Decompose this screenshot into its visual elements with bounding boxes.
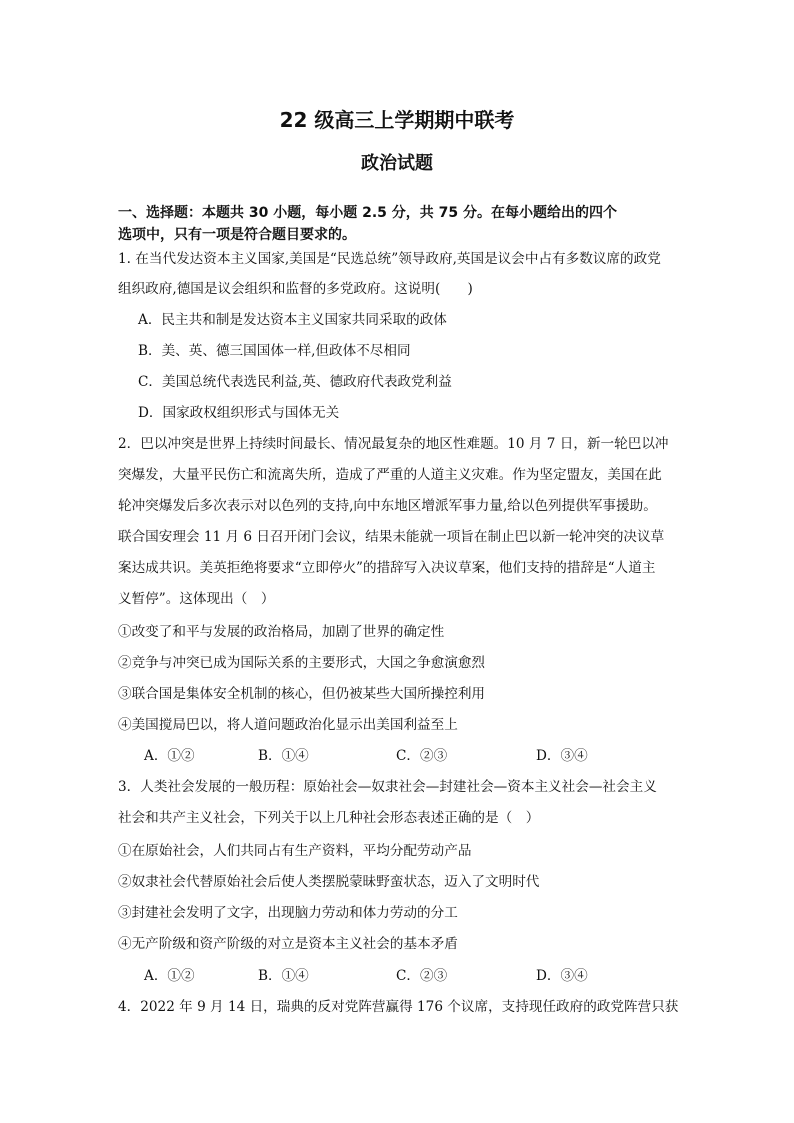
- q1-option-d: D．国家政权组织形式与国体无关: [138, 405, 340, 421]
- q3-choice-d: D．③④: [536, 968, 588, 984]
- q2-statement-3: ③联合国是集体安全机制的核心，但仍被某些大国所操控利用: [118, 686, 486, 702]
- q2-stem-line-3: 轮冲突爆发后多次表示对以色列的支持,向中东地区增派军事力量,给以色列提供军事援助。: [118, 498, 657, 514]
- section-heading-line-1: 一、选择题：本题共 30 小题，每小题 2.5 分，共 75 分。在每小题给出的四个: [118, 205, 618, 221]
- exam-subject: 政治试题: [361, 153, 433, 174]
- q2-choice-a: A．①②: [144, 748, 195, 764]
- q1-stem-line-2: 组织政府,德国是议会组织和监督的多党政府。这说明( ): [118, 281, 473, 297]
- q2-stem-line-2: 突爆发，大量平民伤亡和流离失所，造成了严重的人道主义灾难。作为坚定盟友，美国在此: [118, 467, 662, 483]
- q3-choice-c: C．②③: [396, 968, 448, 984]
- q4-stem-line-1: 4．2022 年 9 月 14 日，瑞典的反对党阵营赢得 176 个议席，支持现任政府的政党阵营只获: [118, 999, 679, 1015]
- q2-statement-1: ①改变了和平与发展的政治格局，加剧了世界的确定性: [118, 624, 445, 640]
- q2-stem-line-1: 2．巴以冲突是世界上持续时间最长、情况最复杂的地区性难题。10 月 7 日，新一轮巴以冲: [118, 436, 669, 452]
- q3-choices: [144, 966, 704, 986]
- q3-stem-line-2: 社会和共产主义社会，下列关于以上几种社会形态表述正确的是（ ）: [118, 810, 540, 826]
- q1-option-c: C．美国总统代表选民利益,英、德政府代表政党利益: [138, 374, 452, 390]
- q2-stem-line-4: 联合国安理会 11 月 6 日召开闭门会议，结果未能就一项旨在制止巴以新一轮冲突的决议草: [118, 529, 665, 545]
- q2-stem-line-6: 义暂停”。这体现出（ ）: [118, 591, 275, 607]
- q1-stem-line-1: 1. 在当代发达资本主义国家,美国是“民选总统”领导政府,英国是议会中占有多数议席的政党: [118, 251, 661, 267]
- q2-statement-2: ②竞争与冲突已成为国际关系的主要形式，大国之争愈演愈烈: [118, 655, 486, 671]
- q2-choice-b: B．①④: [258, 748, 309, 764]
- q1-option-a: A．民主共和制是发达资本主义国家共同采取的政体: [138, 312, 447, 328]
- q3-statement-3: ③封建社会发明了文字，出现脑力劳动和体力劳动的分工: [118, 905, 458, 921]
- q3-stem-line-1: 3．人类社会发展的一般历程：原始社会—奴隶社会—封建社会—资本主义社会—社会主义: [118, 779, 657, 795]
- q3-choice-a: A．①②: [144, 968, 195, 984]
- q2-choice-c: C．②③: [396, 748, 448, 764]
- q2-choices: [144, 746, 704, 766]
- section-heading-line-2: 选项中，只有一项是符合题目要求的。: [118, 227, 356, 243]
- q3-choice-b: B．①④: [258, 968, 309, 984]
- q1-option-b: B．美、英、德三国国体一样,但政体不尽相同: [138, 343, 411, 359]
- q2-choice-d: D．③④: [536, 748, 588, 764]
- q3-statement-1: ①在原始社会，人们共同占有生产资料，平均分配劳动产品: [118, 843, 472, 859]
- exam-title: 22 级高三上学期期中联考: [279, 108, 515, 132]
- q2-statement-4: ④美国搅局巴以，将人道问题政治化显示出美国利益至上: [118, 717, 458, 733]
- q3-statement-4: ④无产阶级和资产阶级的对立是资本主义社会的基本矛盾: [118, 936, 458, 952]
- q2-stem-line-5: 案达成共识。美英拒绝将要求“立即停火”的措辞写入决议草案，他们支持的措辞是“人道主: [118, 560, 656, 576]
- q3-statement-2: ②奴隶社会代替原始社会后使人类摆脱蒙昧野蛮状态，迈入了文明时代: [118, 874, 540, 890]
